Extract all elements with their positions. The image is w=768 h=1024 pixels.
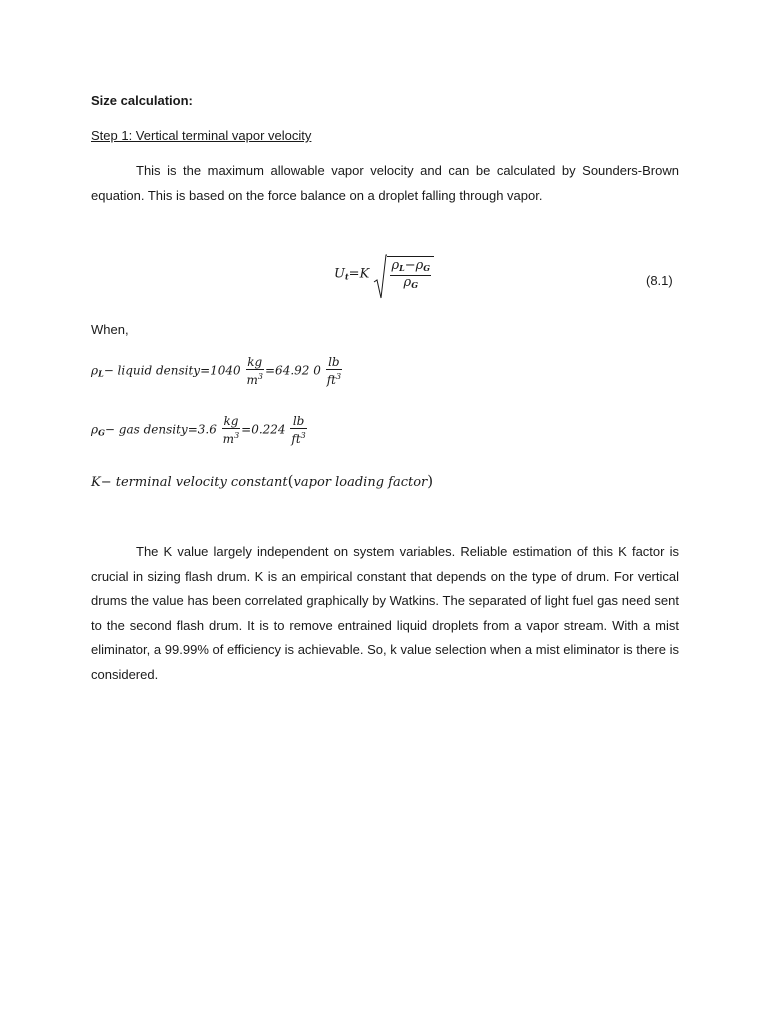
- definition-text: − gas density=3.6: [104, 422, 217, 437]
- unit-power: 3: [257, 372, 263, 381]
- unit-fraction: [290, 414, 306, 446]
- unit-base: m: [246, 373, 258, 387]
- unit-denominator: [326, 370, 342, 387]
- rho-symbol: ρ: [91, 422, 99, 437]
- unit-base: m: [222, 432, 235, 446]
- equation-number: (8.1): [646, 273, 673, 288]
- fraction-denominator: [390, 276, 431, 292]
- gas-density-definition: [91, 414, 308, 446]
- unit-numerator: kg: [247, 355, 263, 369]
- velocity-symbol: U: [334, 266, 345, 282]
- equals-sign: =: [348, 266, 360, 282]
- rho-symbol: ρ: [403, 275, 412, 290]
- rho-symbol: ρ: [91, 363, 99, 378]
- unit-power: 3: [335, 372, 342, 381]
- unit-denominator: [222, 429, 240, 446]
- gas-subscript: G: [411, 280, 419, 290]
- unit-power: 3: [234, 431, 240, 440]
- intro-paragraph: This is the maximum allowable vapor velocity and can be calculated by Sounders-Brown equation. This is based on the force balance on a droplet falling through vapor.: [91, 163, 679, 203]
- gas-subscript: G: [423, 263, 431, 273]
- liquid-subscript: L: [399, 263, 405, 273]
- definition-text: − liquid density=1040: [103, 363, 241, 378]
- unit-denominator: [246, 370, 264, 387]
- rho-symbol: ρ: [415, 258, 424, 273]
- close-paren: ): [427, 472, 434, 490]
- unit-power: 3: [300, 431, 306, 440]
- density-fraction: [390, 259, 431, 292]
- unit-numerator: lb: [326, 355, 342, 370]
- liquid-subscript: L: [98, 368, 104, 379]
- open-paren: (: [287, 472, 294, 490]
- unit-denominator: [290, 429, 306, 446]
- minus-sign: −: [404, 258, 416, 273]
- unit-base: ft: [326, 373, 336, 387]
- converted-value: =64.92 0: [265, 363, 321, 378]
- gas-subscript: G: [98, 427, 105, 438]
- definition-text: − terminal velocity constant: [100, 475, 288, 490]
- section-heading: Size calculation:: [91, 93, 193, 108]
- unit-fraction: [222, 414, 240, 446]
- sounders-brown-equation: [334, 256, 434, 292]
- fraction-numerator: [390, 259, 431, 276]
- step-title: Step 1: Vertical terminal vapor velocity: [91, 128, 312, 143]
- converted-value: =0.224: [241, 422, 286, 437]
- unit-fraction: [246, 355, 264, 387]
- k-constant: K: [359, 266, 370, 282]
- unit-base: ft: [291, 432, 301, 446]
- k-factor-definition: [91, 472, 433, 490]
- liquid-density-definition: [91, 355, 343, 387]
- velocity-subscript: t: [344, 271, 349, 282]
- when-label: When,: [91, 322, 129, 337]
- radical-sign-icon: [373, 254, 387, 302]
- k-value-paragraph: The K value largely independent on system variables. Reliable estimation of this K factor is crucial in sizing flash drum. K is an empirical constant that depends on the type of drum. For vertical drums the value has been correlated graphically by Watkins. The separated of light fuel gas need sent to the second flash drum. It is to remove entrained liquid droplets from a vapor stream. With a mist eliminator, a 99.99% of efficiency is achievable. So, k value selection when a mist eliminator is there is considered.: [91, 544, 679, 682]
- unit-numerator: lb: [290, 414, 306, 429]
- unit-fraction: [326, 355, 342, 387]
- unit-numerator: kg: [223, 414, 239, 428]
- paren-text: vapor loading factor: [293, 475, 428, 490]
- rho-symbol: ρ: [391, 258, 400, 273]
- k-symbol: K: [91, 475, 101, 490]
- square-root: [373, 256, 434, 292]
- radicand: [387, 256, 434, 292]
